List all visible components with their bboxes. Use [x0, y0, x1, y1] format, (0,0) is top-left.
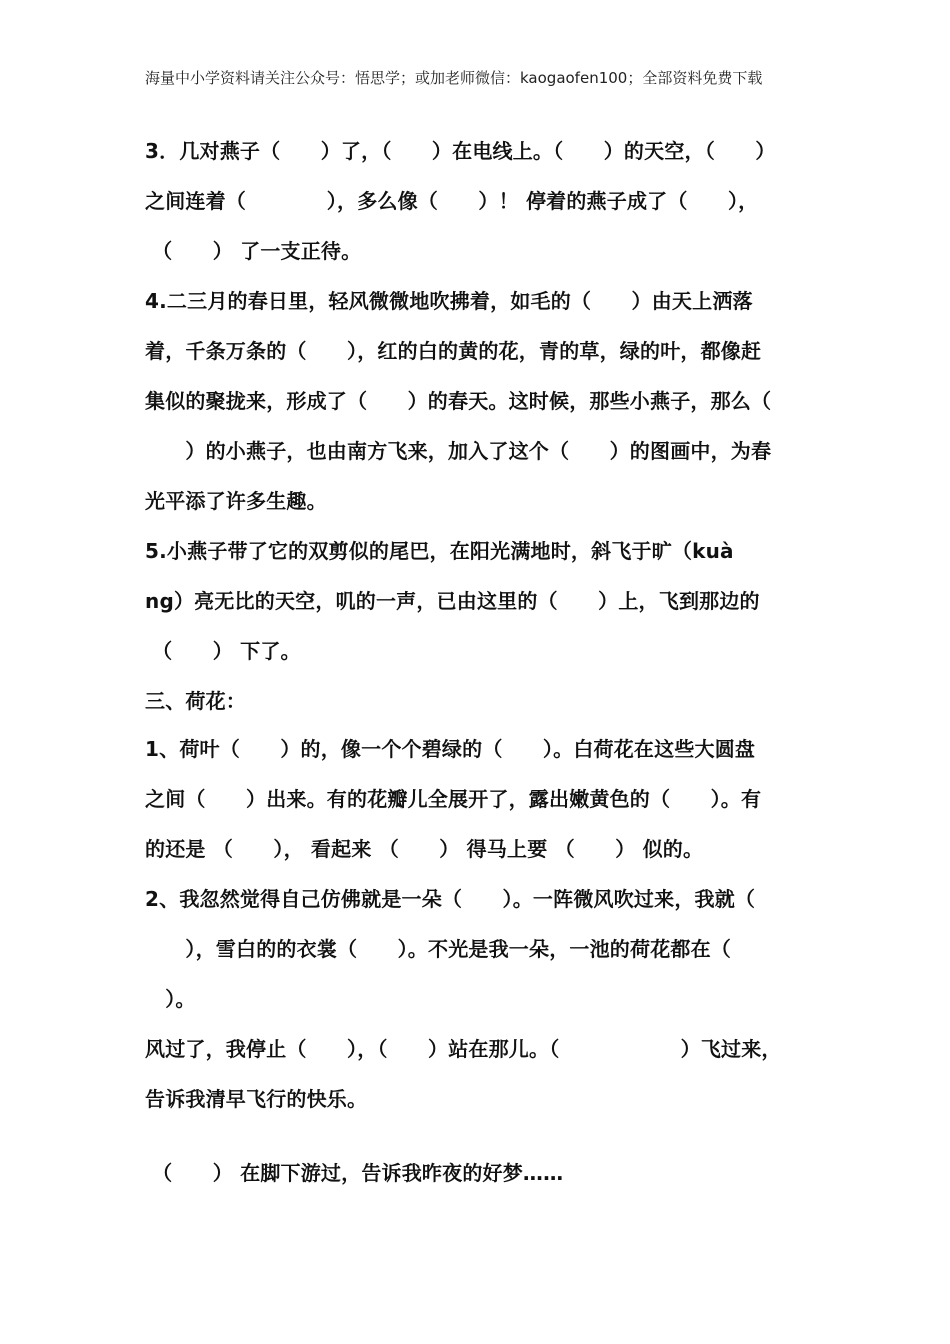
text-line-lotus4-1: （ ） 在脚下游过，告诉我昨夜的好梦…… — [145, 1161, 564, 1185]
text-line-q3-2: 之间连着（ ），多么像（ ）！ 停着的燕子成了（ ）， — [145, 189, 759, 213]
text-line-q4-2: 着，千条万条的（ ），红的白的黄的花，青的草，绿的叶，都像赶 — [145, 339, 762, 363]
text-line-lotus1-2: 之间（ ）出来。有的花瓣儿全展开了，露出嫩黄色的（ ）。有 — [145, 787, 762, 811]
text-line-q4-3: 集似的聚拢来，形成了（ ）的春天。这时候，那些小燕子，那么（ — [145, 389, 772, 413]
text-line-lotus3-2: 告诉我清早飞行的快乐。 — [145, 1087, 368, 1111]
text-line-q5-3: （ ） 下了。 — [145, 639, 301, 663]
text-line-lotus1-1: 1、荷叶（ ）的，像一个个碧绿的（ ）。白荷花在这些大圆盘 — [145, 737, 756, 761]
text-line-q3-3: （ ） 了一支正待。 — [145, 239, 362, 263]
text-line-q5-2: ng）亮无比的天空，叽的一声，已由这里的（ ）上，飞到那边的 — [145, 589, 760, 613]
text-line-lotus3-1: 风过了，我停止（ ），（ ）站在那儿。（ ）飞过来， — [145, 1037, 782, 1061]
text-line-q4-1: 4.二三月的春日里，轻风微微地吹拂着，如毛的（ ）由天上洒落 — [145, 289, 753, 313]
section-heading-lotus: 三、荷花： — [145, 689, 246, 713]
text-line-q5-1: 5.小燕子带了它的双剪似的尾巴，在阳光满地时，斜飞于旷（kuà — [145, 539, 734, 563]
text-line-lotus1-3: 的还是 （ ）， 看起来 （ ） 得马上要 （ ） 似的。 — [145, 837, 704, 861]
text-line-lotus2-1: 2、我忽然觉得自己仿佛就是一朵（ ）。一阵微风吹过来，我就（ — [145, 887, 756, 911]
text-line-q4-4: ）的小燕子，也由南方飞来，加入了这个（ ）的图画中，为春 — [145, 439, 772, 463]
text-line-lotus2-3: ）。 — [145, 987, 196, 1011]
text-line-lotus2-2: ），雪白的的衣裳（ ）。不光是我一朵，一池的荷花都在（ — [145, 937, 731, 961]
text-line-q3-1: 3．几对燕子（ ）了，（ ）在电线上。（ ）的天空，（ ） — [145, 139, 776, 163]
text-line-q4-5: 光平添了许多生趣。 — [145, 489, 327, 513]
page-header-notice: 海量中小学资料请关注公众号：悟思学；或加老师微信：kaogaofen100；全部资料免费下载 — [145, 69, 763, 87]
